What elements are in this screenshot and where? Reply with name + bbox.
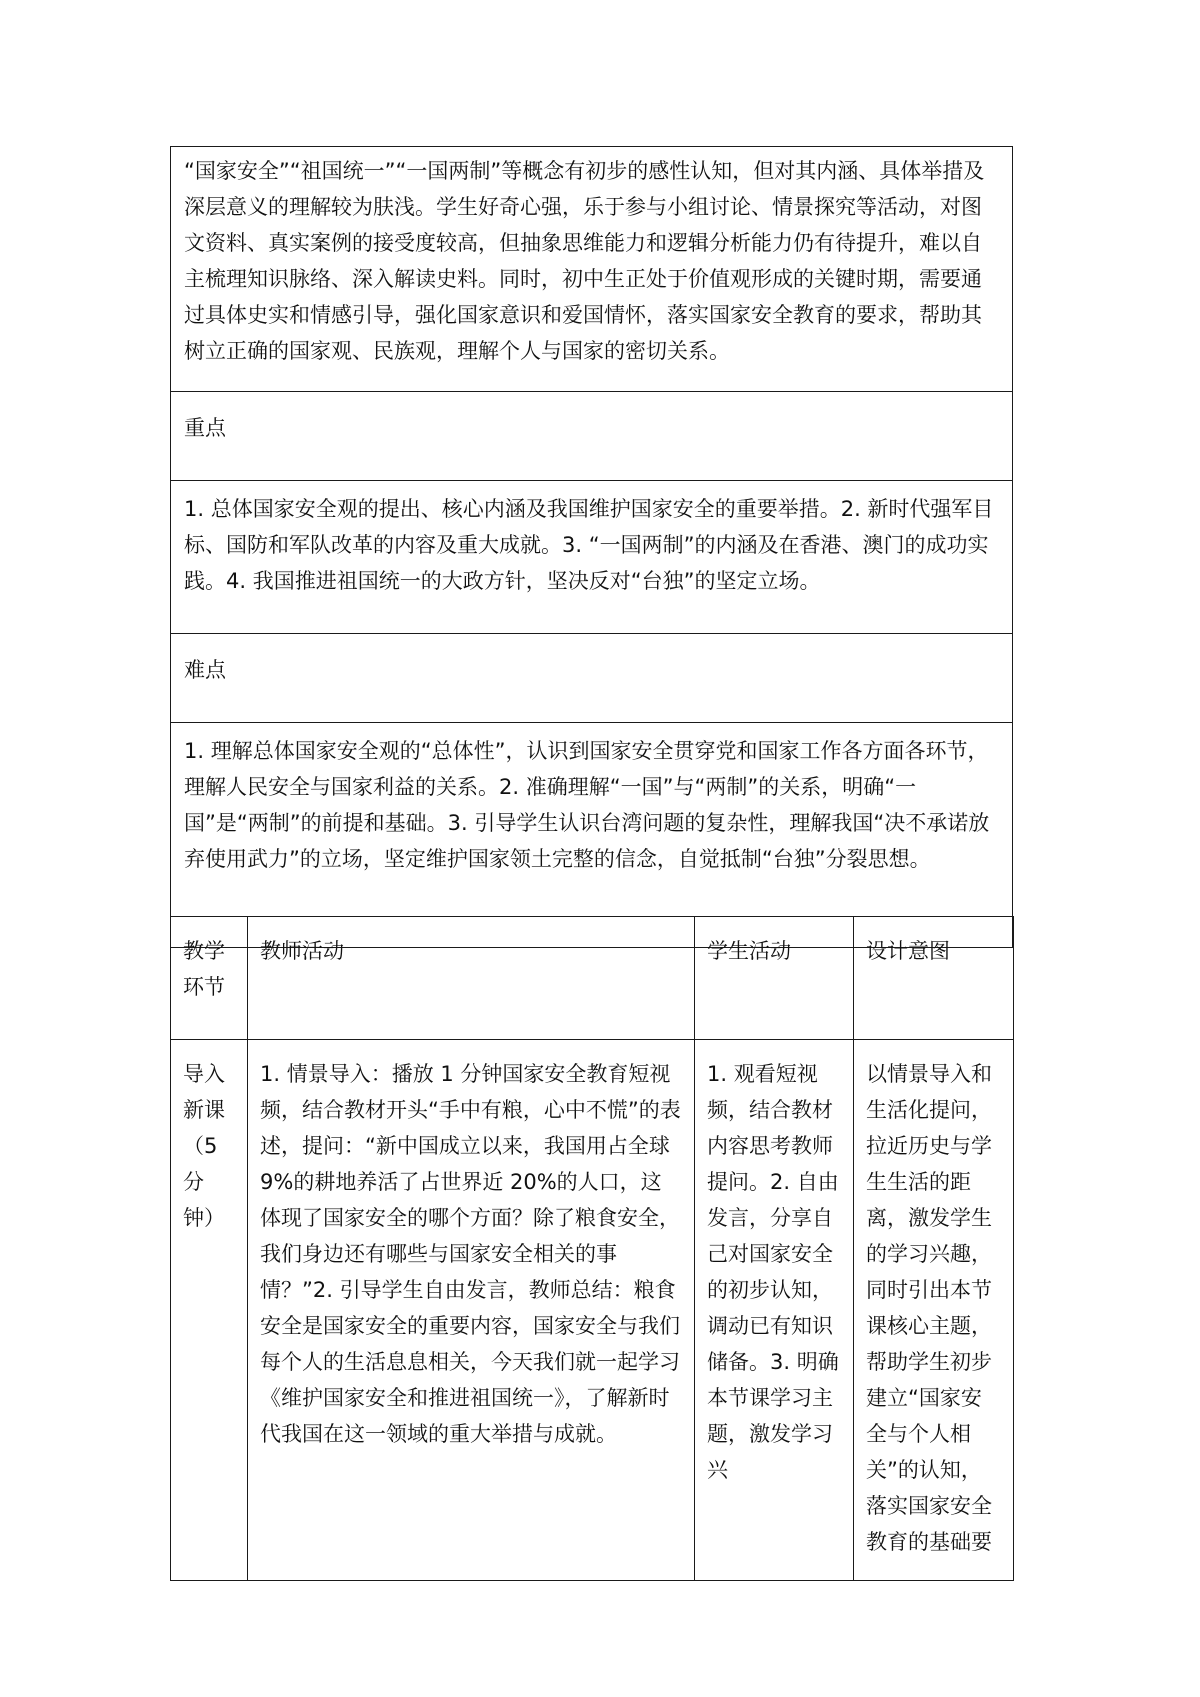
key-points-label-row — [171, 392, 1013, 481]
difficult-points-cell: 1. 理解总体国家安全观的“总体性”，认识到国家安全贯穿党和国家工作各方面各环节，理解人民安全与国家利益的关系。2. 准确理解“一国”与“两制”的关系，明确“一国”是“两制”的前提和基础。3. 引导学生认识台湾问题的复杂性，理解我国“决不承诺放弃使用武力”的立场，坚定维护国家领土完整的信念，自觉抵制“台独”分裂思想。 — [171, 723, 1013, 948]
difficult-points-row — [171, 723, 1013, 948]
teaching-process-table — [170, 916, 1014, 1581]
student-analysis-row — [171, 147, 1013, 392]
header-stage: 教学环节 — [171, 917, 248, 1040]
stage-cell: 导入新课（5分钟） — [171, 1040, 248, 1581]
key-points-row — [171, 481, 1013, 634]
student-analysis-cell: “国家安全”“祖国统一”“一国两制”等概念有初步的感性认知，但对其内涵、具体举措及深层意义的理解较为肤浅。学生好奇心强，乐于参与小组讨论、情景探究等活动，对图文资料、真实案例的接受度较高，但抽象思维能力和逻辑分析能力仍有待提升，难以自主梳理知识脉络、深入解读史料。同时，初中生正处于价值观形成的关键时期，需要通过具体史实和情感引导，强化国家意识和爱国情怀，落实国家安全教育的要求，帮助其树立正确的国家观、民族观，理解个人与国家的密切关系。 — [171, 147, 1013, 392]
table-row — [171, 1040, 1014, 1581]
student-activity-cell: 1. 观看短视频，结合教材内容思考教师提问。2. 自由发言，分享自己对国家安全的初步认知，调动已有知识储备。3. 明确本节课学习主题，激发学习兴 — [695, 1040, 854, 1581]
design-intent-cell: 以情景导入和生活化提问，拉近历史与学生生活的距离，激发学生的学习兴趣，同时引出本节课核心主题，帮助学生初步建立“国家安全与个人相关”的认知，落实国家安全教育的基础要 — [854, 1040, 1014, 1581]
difficult-points-label-row — [171, 634, 1013, 723]
header-student-activity: 学生活动 — [695, 917, 854, 1040]
header-teacher-activity: 教师活动 — [248, 917, 695, 1040]
table-header-row — [171, 917, 1014, 1040]
analysis-table — [170, 146, 1013, 948]
difficult-points-label: 难点 — [171, 634, 1013, 723]
teacher-activity-cell: 1. 情景导入：播放 1 分钟国家安全教育短视频，结合教材开头“手中有粮，心中不慌”的表述，提问：“新中国成立以来，我国用占全球 9%的耕地养活了占世界近 20%的人口，这体现了国家安全的哪个方面？除了粮食安全，我们身边还有哪些与国家安全相关的事情？”2. 引导学生自由发言，教师总结：粮食安全是国家安全的重要内容，国家安全与我们每个人的生活息息相关，今天我们就一起学习《维护国家安全和推进祖国统一》，了解新时代我国在这一领域的重大举措与成就。 — [248, 1040, 695, 1581]
key-points-cell: 1. 总体国家安全观的提出、核心内涵及我国维护国家安全的重要举措。2. 新时代强军目标、国防和军队改革的内容及重大成就。3. “一国两制”的内涵及在香港、澳门的成功实践。4. 我国推进祖国统一的大政方针，坚决反对“台独”的坚定立场。 — [171, 481, 1013, 634]
key-points-label: 重点 — [171, 392, 1013, 481]
header-design-intent: 设计意图 — [854, 917, 1014, 1040]
